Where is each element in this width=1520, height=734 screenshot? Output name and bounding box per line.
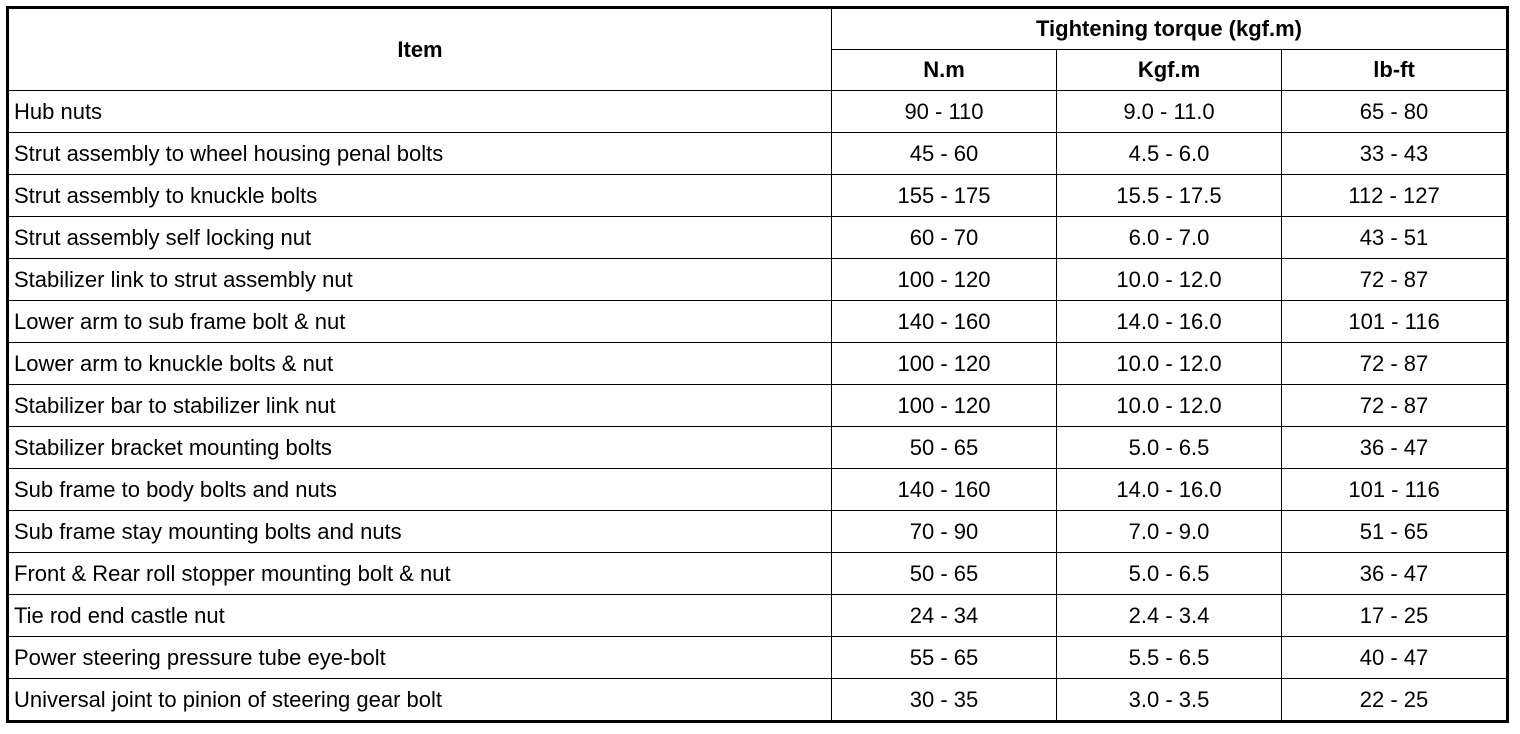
cell-item: Hub nuts	[8, 91, 832, 133]
cell-lbft: 40 - 47	[1282, 637, 1508, 679]
table-row	[8, 301, 1508, 343]
cell-nm: 140 - 160	[832, 469, 1057, 511]
table-body	[8, 91, 1508, 722]
cell-lbft: 43 - 51	[1282, 217, 1508, 259]
cell-item: Strut assembly self locking nut	[8, 217, 832, 259]
cell-kgfm: 15.5 - 17.5	[1057, 175, 1282, 217]
cell-item: Power steering pressure tube eye-bolt	[8, 637, 832, 679]
table-row	[8, 595, 1508, 637]
cell-item: Lower arm to knuckle bolts & nut	[8, 343, 832, 385]
cell-item: Lower arm to sub frame bolt & nut	[8, 301, 832, 343]
cell-item: Front & Rear roll stopper mounting bolt & nut	[8, 553, 832, 595]
cell-kgfm: 2.4 - 3.4	[1057, 595, 1282, 637]
cell-item: Tie rod end castle nut	[8, 595, 832, 637]
cell-kgfm: 5.5 - 6.5	[1057, 637, 1282, 679]
cell-nm: 155 - 175	[832, 175, 1057, 217]
table-row	[8, 553, 1508, 595]
cell-lbft: 17 - 25	[1282, 595, 1508, 637]
torque-spec-table-container	[6, 6, 1509, 723]
table-row	[8, 175, 1508, 217]
cell-kgfm: 5.0 - 6.5	[1057, 427, 1282, 469]
cell-kgfm: 14.0 - 16.0	[1057, 469, 1282, 511]
cell-nm: 90 - 110	[832, 91, 1057, 133]
cell-nm: 45 - 60	[832, 133, 1057, 175]
table-row	[8, 91, 1508, 133]
header-item: Item	[8, 8, 832, 91]
cell-nm: 140 - 160	[832, 301, 1057, 343]
cell-nm: 30 - 35	[832, 679, 1057, 722]
cell-nm: 50 - 65	[832, 427, 1057, 469]
cell-kgfm: 14.0 - 16.0	[1057, 301, 1282, 343]
torque-spec-table	[6, 6, 1509, 723]
header-tightening-torque: Tightening torque (kgf.m)	[832, 8, 1508, 50]
table-row	[8, 217, 1508, 259]
cell-nm: 100 - 120	[832, 343, 1057, 385]
cell-lbft: 101 - 116	[1282, 469, 1508, 511]
cell-lbft: 101 - 116	[1282, 301, 1508, 343]
cell-item: Universal joint to pinion of steering gear bolt	[8, 679, 832, 722]
header-nm: N.m	[832, 50, 1057, 91]
cell-item: Sub frame stay mounting bolts and nuts	[8, 511, 832, 553]
cell-nm: 70 - 90	[832, 511, 1057, 553]
cell-lbft: 36 - 47	[1282, 553, 1508, 595]
header-kgfm: Kgf.m	[1057, 50, 1282, 91]
table-row	[8, 469, 1508, 511]
cell-lbft: 72 - 87	[1282, 385, 1508, 427]
table-row	[8, 679, 1508, 722]
cell-lbft: 72 - 87	[1282, 259, 1508, 301]
cell-kgfm: 6.0 - 7.0	[1057, 217, 1282, 259]
cell-nm: 100 - 120	[832, 259, 1057, 301]
table-header	[8, 8, 1508, 91]
cell-item: Stabilizer link to strut assembly nut	[8, 259, 832, 301]
cell-kgfm: 5.0 - 6.5	[1057, 553, 1282, 595]
cell-nm: 55 - 65	[832, 637, 1057, 679]
cell-lbft: 36 - 47	[1282, 427, 1508, 469]
table-row	[8, 511, 1508, 553]
cell-kgfm: 4.5 - 6.0	[1057, 133, 1282, 175]
cell-lbft: 51 - 65	[1282, 511, 1508, 553]
cell-kgfm: 10.0 - 12.0	[1057, 259, 1282, 301]
cell-lbft: 112 - 127	[1282, 175, 1508, 217]
cell-kgfm: 10.0 - 12.0	[1057, 343, 1282, 385]
cell-nm: 50 - 65	[832, 553, 1057, 595]
table-row	[8, 133, 1508, 175]
cell-item: Sub frame to body bolts and nuts	[8, 469, 832, 511]
cell-lbft: 33 - 43	[1282, 133, 1508, 175]
cell-kgfm: 10.0 - 12.0	[1057, 385, 1282, 427]
header-lbft: lb-ft	[1282, 50, 1508, 91]
cell-item: Strut assembly to wheel housing penal bolts	[8, 133, 832, 175]
cell-item: Strut assembly to knuckle bolts	[8, 175, 832, 217]
cell-lbft: 22 - 25	[1282, 679, 1508, 722]
cell-item: Stabilizer bracket mounting bolts	[8, 427, 832, 469]
table-row	[8, 259, 1508, 301]
table-row	[8, 385, 1508, 427]
cell-kgfm: 7.0 - 9.0	[1057, 511, 1282, 553]
cell-nm: 24 - 34	[832, 595, 1057, 637]
cell-nm: 100 - 120	[832, 385, 1057, 427]
cell-kgfm: 3.0 - 3.5	[1057, 679, 1282, 722]
cell-item: Stabilizer bar to stabilizer link nut	[8, 385, 832, 427]
cell-kgfm: 9.0 - 11.0	[1057, 91, 1282, 133]
cell-lbft: 65 - 80	[1282, 91, 1508, 133]
table-row	[8, 427, 1508, 469]
cell-lbft: 72 - 87	[1282, 343, 1508, 385]
cell-nm: 60 - 70	[832, 217, 1057, 259]
table-row	[8, 637, 1508, 679]
table-row	[8, 343, 1508, 385]
